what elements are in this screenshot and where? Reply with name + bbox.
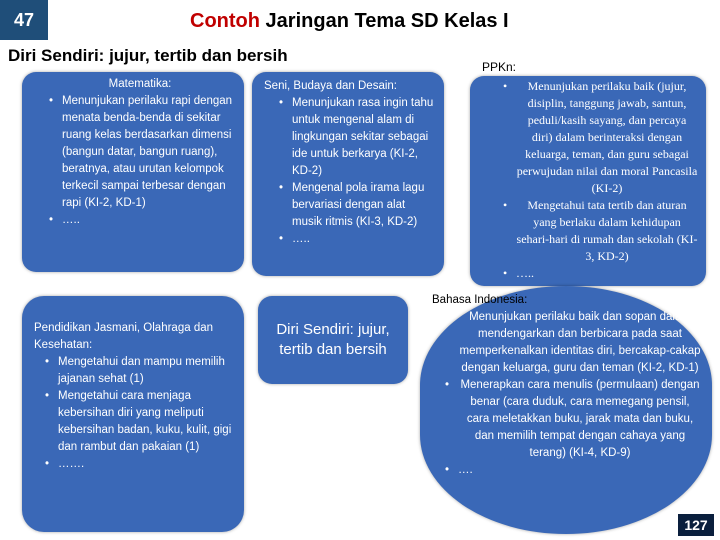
page-number: 127 — [678, 514, 714, 536]
list-item: • ……. — [58, 456, 236, 473]
list-item: • Menunjukan perilaku baik (jujur, disiplin, tanggung jawab, santun, peduli/kasih sayang, dan percaya diri) dalam berinteraksi dengan keluarga, teman, dan guru sebagai perwujudan nilai dan moral Pancasila (KI-2) — [516, 78, 698, 197]
list-item: • …. — [458, 462, 702, 479]
list-item: • ….. — [62, 212, 234, 229]
list-item: • Menunjukan rasa ingin tahu untuk mengenal alam di lingkungan sekitar sebagai ide untuk berkarya (KI-2, KD-2) — [292, 95, 436, 180]
matematika-box — [22, 72, 244, 272]
bahasa-box — [420, 286, 712, 534]
matematika-list — [46, 93, 234, 229]
slide-number-badge: 47 — [0, 0, 48, 40]
seni-heading: Seni, Budaya dan Desain: — [264, 80, 397, 92]
penjas-heading: Pendidikan Jasmani, Olahraga dan Kesehatan: — [34, 322, 214, 351]
penjas-list — [34, 354, 236, 473]
theme-subtitle: Diri Sendiri: jujur, tertib dan bersih — [8, 46, 288, 65]
bahasa-list — [438, 309, 702, 479]
seni-box — [252, 72, 444, 276]
central-theme-box — [258, 296, 408, 384]
matematika-heading: Matematika: — [108, 78, 172, 90]
list-item: • Mengetahui tata tertib dan aturan yang berlaku dalam kehidupan sehari-hari di rumah dan sekolah (KI-3, KD-2) — [516, 197, 698, 265]
list-item: • Mengetahui dan mampu memilih jajanan sehat (1) — [58, 354, 236, 388]
list-item: • ….. — [292, 231, 436, 248]
title-part2: Jaringan Tema SD Kelas I — [265, 10, 509, 32]
central-theme-text: Diri Sendiri: jujur, tertib dan bersih — [276, 321, 390, 358]
ppkn-list — [500, 78, 698, 282]
list-item: • Menerapkan cara menulis (permulaan) dengan benar (cara duduk, cara memegang pensil, cara meletakkan buku, jarak mata dan buku, dan memilih tempat dengan cahaya yang terang) (KI-4, KD-9) — [458, 377, 702, 462]
ppkn-box — [470, 76, 706, 286]
title-part1: Contoh — [190, 10, 260, 32]
list-item: • Mengenal pola irama lagu bervariasi dengan alat musik ritmis (KI-3, KD-2) — [292, 180, 436, 231]
penjas-box — [22, 296, 244, 532]
slide-title — [190, 10, 509, 33]
list-item: • Mengetahui cara menjaga kebersihan diri yang meliputi kebersihan badan, kuku, kulit, gigi dan rambut dan pakaian (1) — [58, 388, 236, 456]
seni-list — [276, 95, 436, 248]
list-item: • ….. — [516, 265, 698, 282]
ppkn-heading: PPKn: — [482, 60, 517, 74]
list-item: • Menunjukan perilaku baik dan sopan dalam mendengarkan dan berbicara pada saat memperkenalkan identitas diri, bercakap-cakap dengan keluarga, guru dan teman (KI-2, KD-1) — [458, 309, 702, 377]
bahasa-heading: Bahasa Indonesia: — [432, 294, 528, 306]
list-item: • Menunjukan perilaku rapi dengan menata benda-benda di sekitar ruang kelas berdasarkan dimensi (bangun datar, bangun ruang), beratnya, atau urutan kelompok terkecil sampai terbesar dengan rapi (KI-2, KD-1) — [62, 93, 234, 212]
